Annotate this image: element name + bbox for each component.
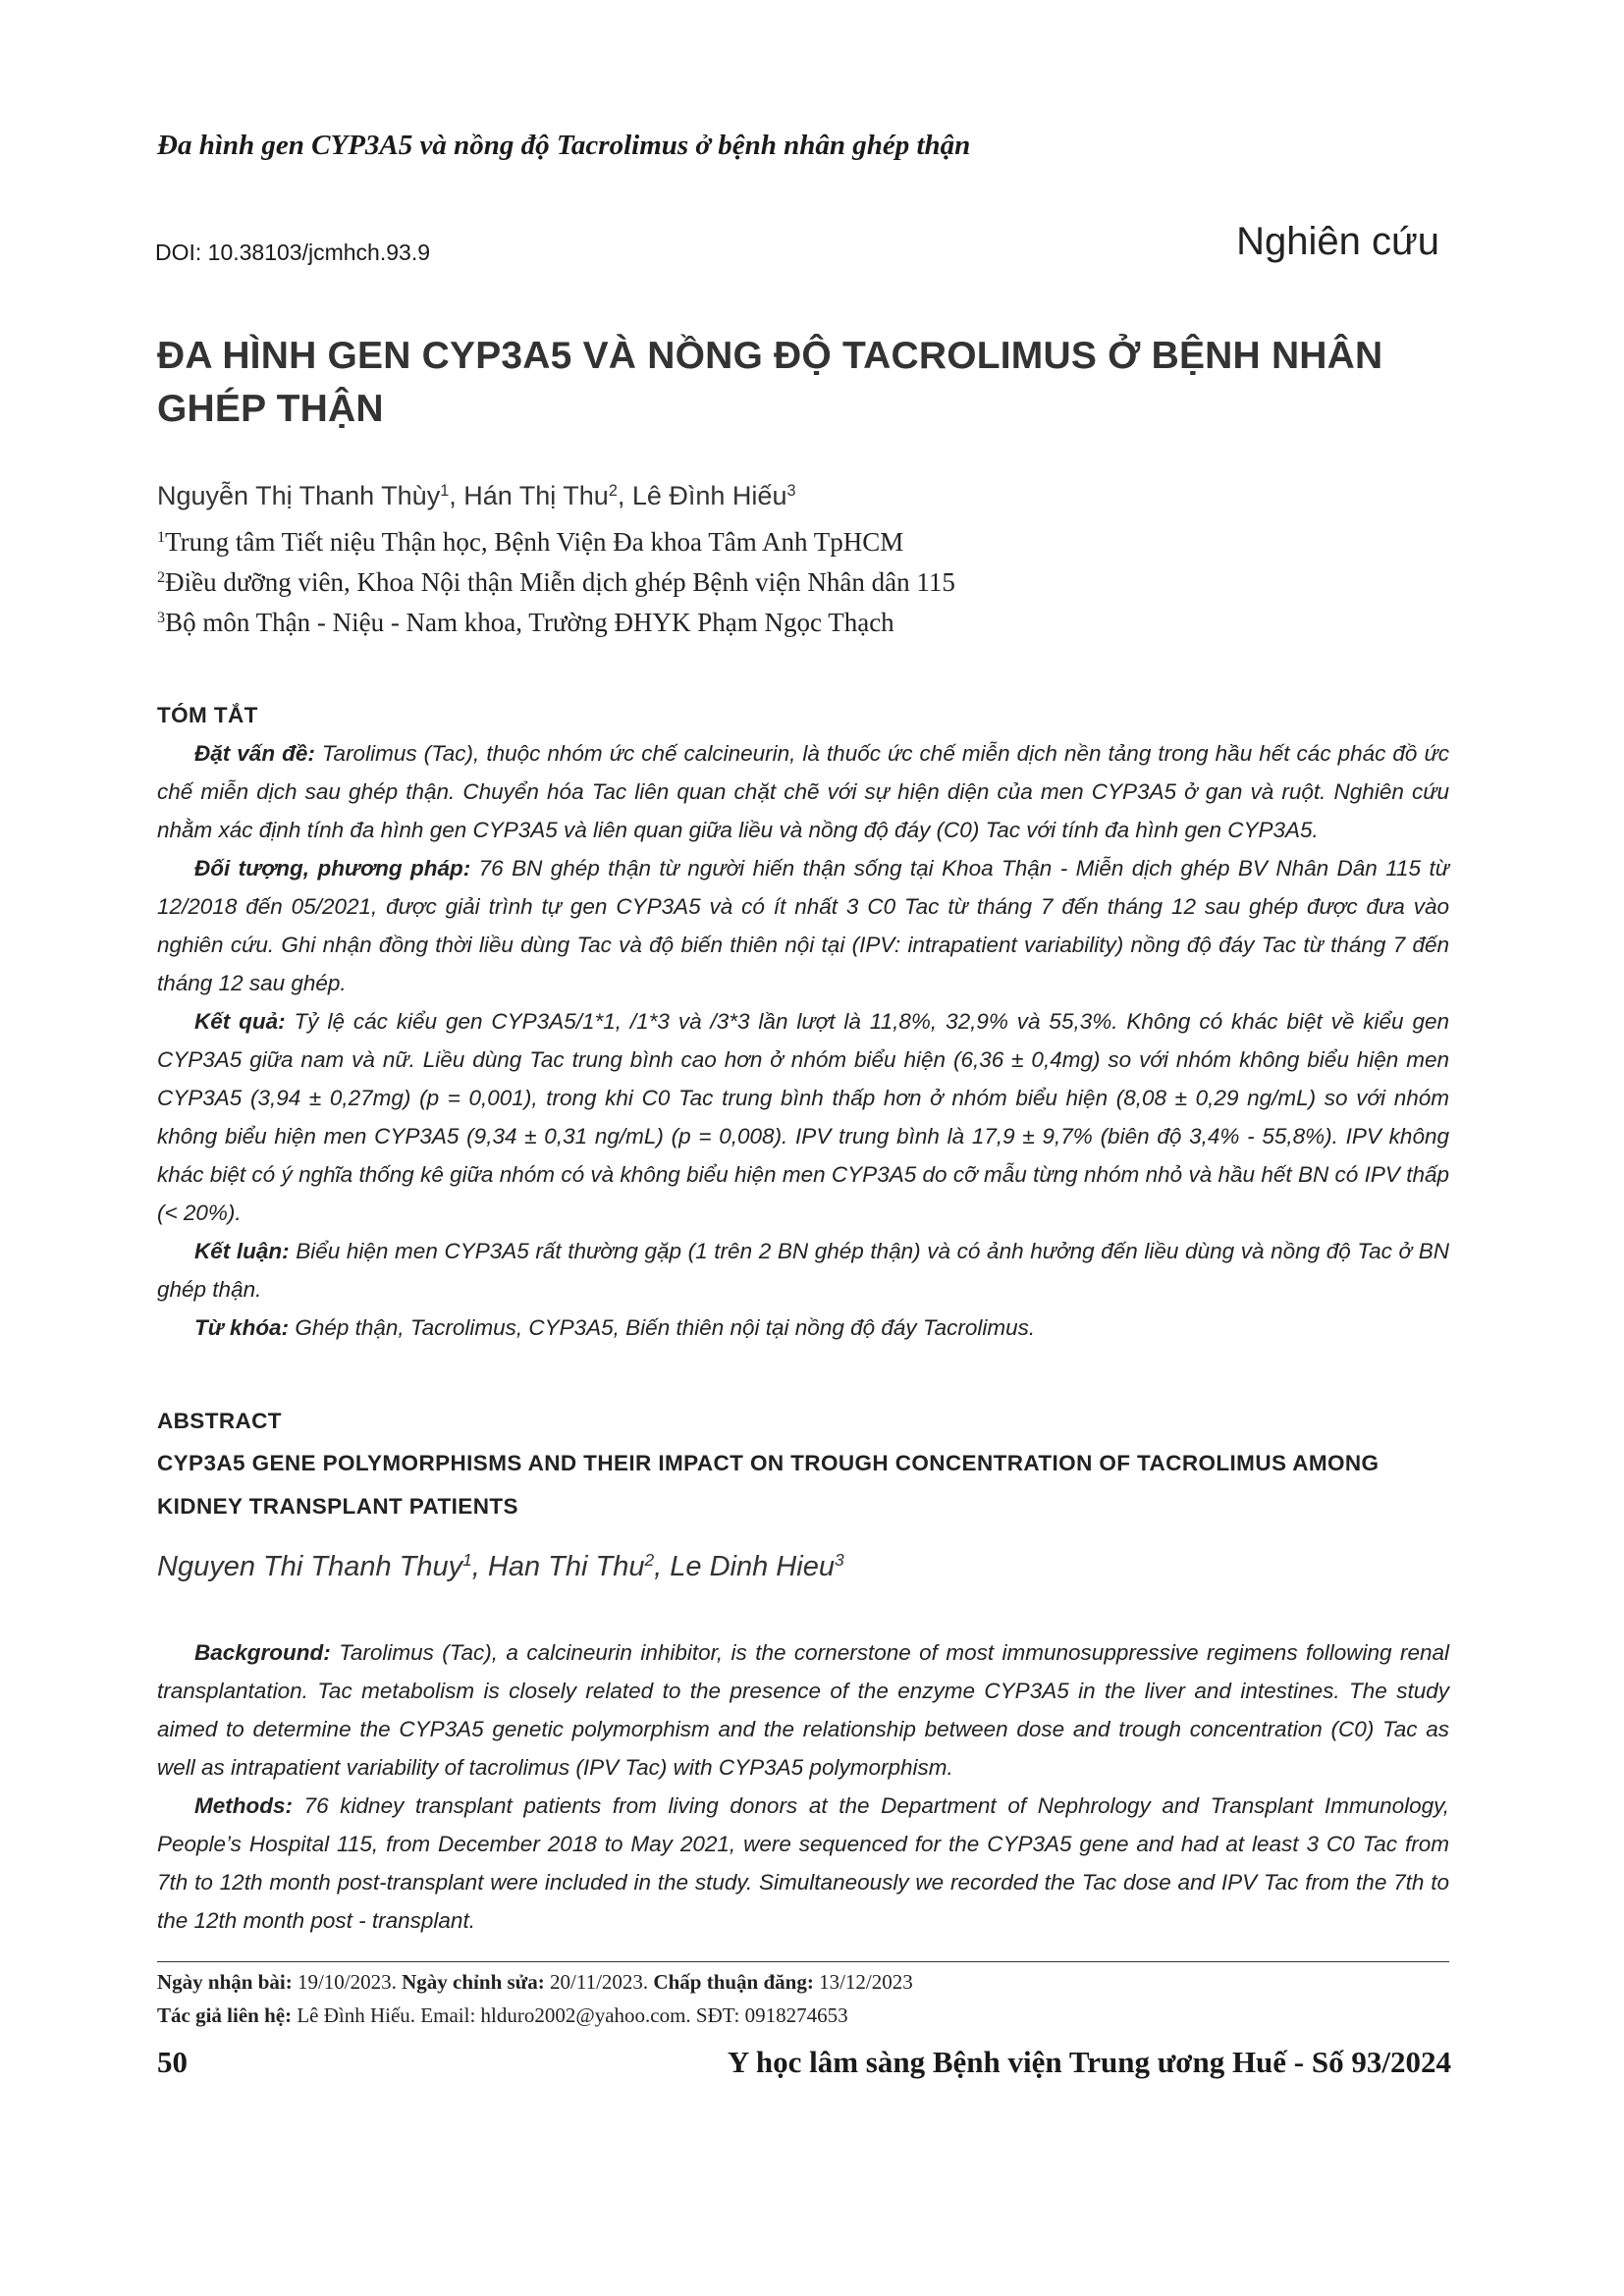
affiliation-text: Điều dưỡng viên, Khoa Nội thận Miễn dịch ghép Bệnh viện Nhân dân 115 [165, 567, 955, 597]
paragraph-text: Tarolimus (Tac), a calcineurin inhibitor, is the cornerstone of most immunosuppressive regimens following renal transplantation. Tac metabolism is closely related to the presence of the enzyme CYP3A5 in the liver and intestines. The study aimed to determine the CYP3A5 genetic polymorphism and the relationship between dose and trough concentration (C0) Tac as well as intrapatient variability of tacrolimus (IPV Tac) with CYP3A5 polymorphism. [157, 1640, 1449, 1780]
received-date: 19/10/2023. [292, 1970, 403, 1994]
corresponding-text: Lê Đình Hiếu. Email: hlduro2002@yahoo.com. SĐT: 0918274653 [292, 2003, 848, 2027]
summary-paragraph [157, 849, 1449, 1002]
paragraph-label: Đối tượng, phương pháp: [194, 856, 471, 881]
author-name: Nguyen Thi Thanh Thuy [157, 1551, 463, 1582]
paragraph-text: Biểu hiện men CYP3A5 rất thường gặp (1 trên 2 BN ghép thận) và có ảnh hưởng đến liều dùng và nồng độ Tac ở BN ghép thận. [157, 1239, 1449, 1302]
author-affiliation-mark: 3 [834, 1550, 844, 1571]
page-number: 50 [157, 2045, 188, 2079]
author-affiliation-mark: 1 [462, 1550, 472, 1571]
paragraph-label: Từ khóa: [194, 1315, 290, 1340]
affiliation [157, 527, 903, 558]
paragraph-text: Tarolimus (Tac), thuộc nhóm ức chế calcineurin, là thuốc ức chế miễn dịch nền tảng trong hầu hết các phác đồ ức chế miễn dịch sau ghép thận. Chuyển hóa Tac liên quan chặt chẽ với sự hiện diện của men CYP3A5 ở gan và ruột. Nghiên cứu nhằm xác định tính đa hình gen CYP3A5 và liên quan giữa liều và nồng độ đáy (C0) Tac với tính đa hình gen CYP3A5. [157, 741, 1449, 842]
corresponding-label: Tác giả liên hệ: [157, 2003, 293, 2027]
affiliation [157, 608, 894, 638]
author-list: Nguyễn Thị Thanh Thùy$^1$, Hán Thị Thu$^2$, Lê Đình Hiếu$^3$ [157, 481, 796, 510]
summary-paragraph [157, 1308, 1449, 1347]
summary-paragraph [157, 1232, 1449, 1308]
paragraph-text: Ghép thận, Tacrolimus, CYP3A5, Biến thiên nội tại nồng độ đáy Tacrolimus. [289, 1315, 1036, 1340]
author-name: Hán Thị Thu [463, 481, 609, 510]
author-name: Le Dinh Hieu [670, 1551, 835, 1582]
paragraph-text: 76 kidney transplant patients from living donors at the Department of Nephrology and Transplant Immunology, People’s Hospital 115, from December 2018 to May 2021, were sequenced for the CYP3A5 gene and had at least 3 C0 Tac from 7th to 12th month post-transplant were included in the study. Simultaneously we recorded the Tac dose and IPV Tac from the 7th to the 12th month post - transplant. [157, 1793, 1449, 1933]
running-header: Đa hình gen CYP3A5 và nồng độ Tacrolimus ở bệnh nhân ghép thận [157, 130, 971, 161]
affiliation-mark: 2 [157, 568, 166, 587]
journal-footer: Y học lâm sàng Bệnh viện Trung ương Huế - Số 93/2024 [727, 2045, 1451, 2079]
paragraph-text: 76 BN ghép thận từ người hiến thận sống tại Khoa Thận - Miễn dịch ghép BV Nhân Dân 115 từ 12/2018 đến 05/2021, được giải trình tự gen CYP3A5 và có ít nhất 3 C0 Tac từ tháng 7 đến tháng 12 sau ghép được đưa vào nghiên cứu. Ghi nhận đồng thời liều dùng Tac và độ biến thiên nội tại (IPV: intrapatient variability) nồng độ đáy Tac từ tháng 7 đến tháng 12 sau ghép. [157, 856, 1449, 995]
affiliation-mark: 3 [157, 609, 166, 627]
article-title: ĐA HÌNH GEN CYP3A5 VÀ NỒNG ĐỘ TACROLIMUS Ở BỆNH NHÂN GHÉP THẬN [157, 335, 1383, 430]
accepted-date: 13/12/2023 [813, 1970, 913, 1994]
corresponding-author [157, 2003, 848, 2028]
section-label: Nghiên cứu [1236, 220, 1439, 263]
paragraph-label: Background: [194, 1640, 331, 1665]
paragraph-label: Kết luận: [194, 1239, 290, 1263]
author-affiliation-mark: 2 [608, 482, 618, 501]
accepted-label: Chấp thuận đăng: [653, 1970, 814, 1994]
author-name: Lê Đình Hiếu [631, 481, 787, 510]
author-affiliation-mark: 1 [440, 482, 450, 501]
doi: DOI: 10.38103/jcmhch.93.9 [155, 240, 430, 265]
paragraph-label: Đặt vấn đề: [194, 741, 315, 766]
affiliation [157, 567, 955, 598]
affiliation-mark: 1 [157, 528, 166, 547]
summary-heading: TÓM TẮT [157, 703, 258, 727]
paragraph-label: Kết quả: [194, 1009, 286, 1034]
author-affiliation-mark: 2 [644, 1550, 655, 1571]
author-name: Han Thi Thu [487, 1551, 645, 1582]
affiliation-text: Bộ môn Thận - Niệu - Nam khoa, Trường ĐHYK Phạm Ngọc Thạch [165, 608, 894, 637]
revised-label: Ngày chỉnh sửa: [402, 1970, 545, 1994]
footnote-divider [157, 1961, 1449, 1962]
english-author-list: Nguyen Thi Thanh Thuy$^1$, Han Thi Thu$^2$, Le Dinh Hieu$^3$ [157, 1550, 844, 1582]
summary-paragraph [157, 1002, 1449, 1232]
summary-paragraph [157, 734, 1449, 849]
author-affiliation-mark: 3 [786, 482, 796, 501]
received-label: Ngày nhận bài: [157, 1970, 293, 1994]
author-name: Nguyễn Thị Thanh Thùy [157, 481, 441, 510]
article-dates [157, 1970, 913, 1995]
abstract-paragraph [157, 1633, 1449, 1787]
paragraph-label: Methods: [194, 1793, 293, 1818]
revised-date: 20/11/2023. [544, 1970, 654, 1994]
summary-body [157, 734, 1449, 1347]
abstract-paragraph [157, 1787, 1449, 1940]
abstract-title: CYP3A5 GENE POLYMORPHISMS AND THEIR IMPACT ON TROUGH CONCENTRATION OF TACROLIMUS AMONG KIDNEY TRANSPLANT PATIENTS [157, 1451, 1380, 1519]
affiliation-text: Trung tâm Tiết niệu Thận học, Bệnh Viện Đa khoa Tâm Anh TpHCM [165, 527, 904, 557]
paragraph-text: Tỷ lệ các kiểu gen CYP3A5/1*1, /1*3 và /3*3 lần lượt là 11,8%, 32,9% và 55,3%. Không có khác biệt về kiểu gen CYP3A5 giữa nam và nữ. Liều dùng Tac trung bình cao hơn ở nhóm biểu hiện (6,36 ± 0,4mg) so với nhóm không biểu hiện men CYP3A5 (3,94 ± 0,27mg) (p = 0,001), trong khi C0 Tac trung bình thấp hơn ở nhóm biểu hiện (8,08 ± 0,29 ng/mL) so với nhóm không biểu hiện men CYP3A5 (9,34 ± 0,31 ng/mL) (p = 0,008). IPV trung bình là 17,9 ± 9,7% (biên độ 3,4% - 55,8%). IPV không khác biệt có ý nghĩa thống kê giữa nhóm có và không biểu hiện men CYP3A5 do cỡ mẫu từng nhóm nhỏ và hầu hết BN có IPV thấp (< 20%). [157, 1009, 1450, 1225]
abstract-heading: ABSTRACT [157, 1409, 282, 1433]
abstract-body [157, 1633, 1449, 1940]
